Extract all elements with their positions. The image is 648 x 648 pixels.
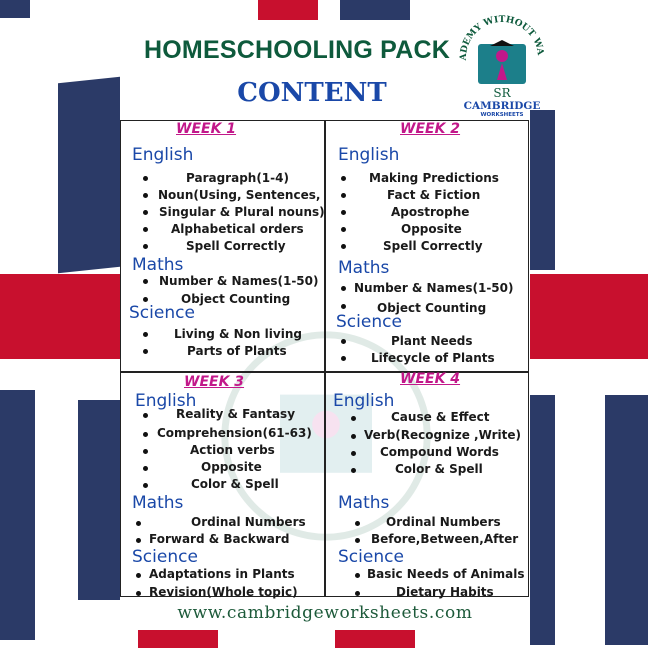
flag-navy-right-lower2 [605,395,648,645]
bullet [143,227,148,232]
academy-logo [452,6,552,118]
flag-navy-left-lower2 [78,400,120,600]
week-3-english-item: Reality & Fantasy [176,407,296,421]
week-3-science-label: Science [132,547,198,567]
bullet [143,193,148,198]
week-3-english-item: Comprehension(61-63) [157,426,312,440]
bullet [143,432,148,437]
week-4-maths-item: Before,Between,After [371,532,519,546]
bullet [351,468,356,473]
week-3-science-item: Revision(Whole topic) [149,585,298,599]
week-1-science-item: Living & Non living [174,327,302,341]
week-4-english-item: Color & Spell [395,462,483,476]
grid-divider-vertical [324,121,326,596]
week-1-english-item: Singular & Plural nouns) [159,205,325,219]
week-1-science-label: Science [129,303,195,323]
bullet [143,466,148,471]
week-3-science-item: Adaptations in Plants [149,567,295,581]
flag-navy-tl [0,0,30,18]
week-4-science-item: Basic Needs of Animals [367,567,525,581]
week-3-english-label: English [135,391,197,411]
logo-arc-text: ADEMY WITHOUT WA [458,14,545,61]
week-1-english-label: English [132,145,194,165]
bullet [355,521,360,526]
week-3-english-item: Action verbs [190,443,275,457]
week-4-maths-label: Maths [338,493,390,513]
bullet [341,176,346,181]
flag-navy-right-lower [530,395,555,645]
week-4-english-item: Compound Words [380,445,499,459]
website-link[interactable]: www.cambridgeworksheets.com [177,603,473,623]
flag-red-bottom-left [138,630,218,648]
week-4-science-label: Science [338,547,404,567]
week-2-english-item: Apostrophe [391,205,470,219]
bullet [341,304,346,309]
week-3-english-item: Color & Spell [191,477,279,491]
bullet [143,176,148,181]
week-4-science-item: Dietary Habits [396,585,494,599]
flag-navy-top [340,0,410,20]
bullet [341,210,346,215]
week-1-science-item: Parts of Plants [187,344,287,358]
bullet [136,591,141,596]
bullet [143,349,148,354]
week-4-english-label: English [333,391,395,411]
week-4-maths-item: Ordinal Numbers [386,515,501,529]
week-4-english-item: Verb(Recognize ,Write) [364,428,522,442]
flag-red-top [258,0,318,20]
bullet [341,244,346,249]
bullet [355,573,360,578]
week-3-maths-item: Ordinal Numbers [191,515,306,529]
week-1-english-item: Spell Correctly [186,239,286,253]
week-2-english-item: Fact & Fiction [387,188,481,202]
week-3-title: WEEK 3 [184,374,245,390]
week-1-maths-item: Object Counting [181,292,291,306]
bullet [143,413,148,418]
bullet [136,538,141,543]
week-1-english-item: Paragraph(1-4) [186,171,289,185]
week-2-science-label: Science [336,312,402,332]
bullet [355,591,360,596]
flag-navy-left-upper [58,77,120,274]
bullet [136,521,141,526]
bullet [341,193,346,198]
bullet [143,244,148,249]
week-2-english-label: English [338,145,400,165]
flag-red-left [0,274,120,359]
logo-brand: CAMBRIDGE [463,100,541,112]
week-2-science-item: Lifecycle of Plants [371,351,495,365]
week-3-english-item: Opposite [201,460,262,474]
logo-sub: WORKSHEETS [480,112,524,118]
flag-red-right [530,274,648,359]
bullet [351,451,356,456]
content-grid [120,120,529,597]
bullet [341,356,346,361]
bullet [143,210,148,215]
bullet [143,297,148,302]
week-3-maths-item: Forward & Backward [149,532,290,546]
bullet [341,227,346,232]
week-2-english-item: Spell Correctly [383,239,483,253]
week-1-maths-label: Maths [132,255,184,275]
bullet [143,449,148,454]
page-title: HOMESCHOOLING PACK [144,36,450,64]
week-4-english-item: Cause & Effect [391,410,490,424]
week-1-english-item: Alphabetical orders [171,222,304,236]
week-3-maths-label: Maths [132,493,184,513]
bullet [143,332,148,337]
bullet [143,483,148,488]
bullet [341,286,346,291]
bullet [341,339,346,344]
week-2-science-item: Plant Needs [391,334,473,348]
week-2-maths-item: Object Counting [377,301,487,315]
week-2-english-item: Opposite [401,222,462,236]
bullet [355,538,360,543]
week-1-english-item: Noun(Using, Sentences, [158,188,321,202]
bullet [136,573,141,578]
week-1-title: WEEK 1 [176,121,237,137]
week-1-maths-item: Number & Names(1-50) [159,274,319,288]
bullet [143,279,148,284]
logo-graphic [452,6,552,118]
week-2-maths-label: Maths [338,258,390,278]
bullet [351,434,356,439]
flag-navy-left-lower [0,390,35,640]
week-2-title: WEEK 2 [400,121,461,137]
flag-red-bottom-right [335,630,415,648]
bullet [351,416,356,421]
logo-initials: SR [493,86,511,100]
week-2-maths-item: Number & Names(1-50) [354,281,514,295]
flag-navy-right-upper [530,110,555,270]
week-4-title: WEEK 4 [400,371,461,387]
week-2-english-item: Making Predictions [369,171,499,185]
grid-divider-horizontal [121,371,528,373]
page-subtitle: CONTENT [237,78,387,108]
